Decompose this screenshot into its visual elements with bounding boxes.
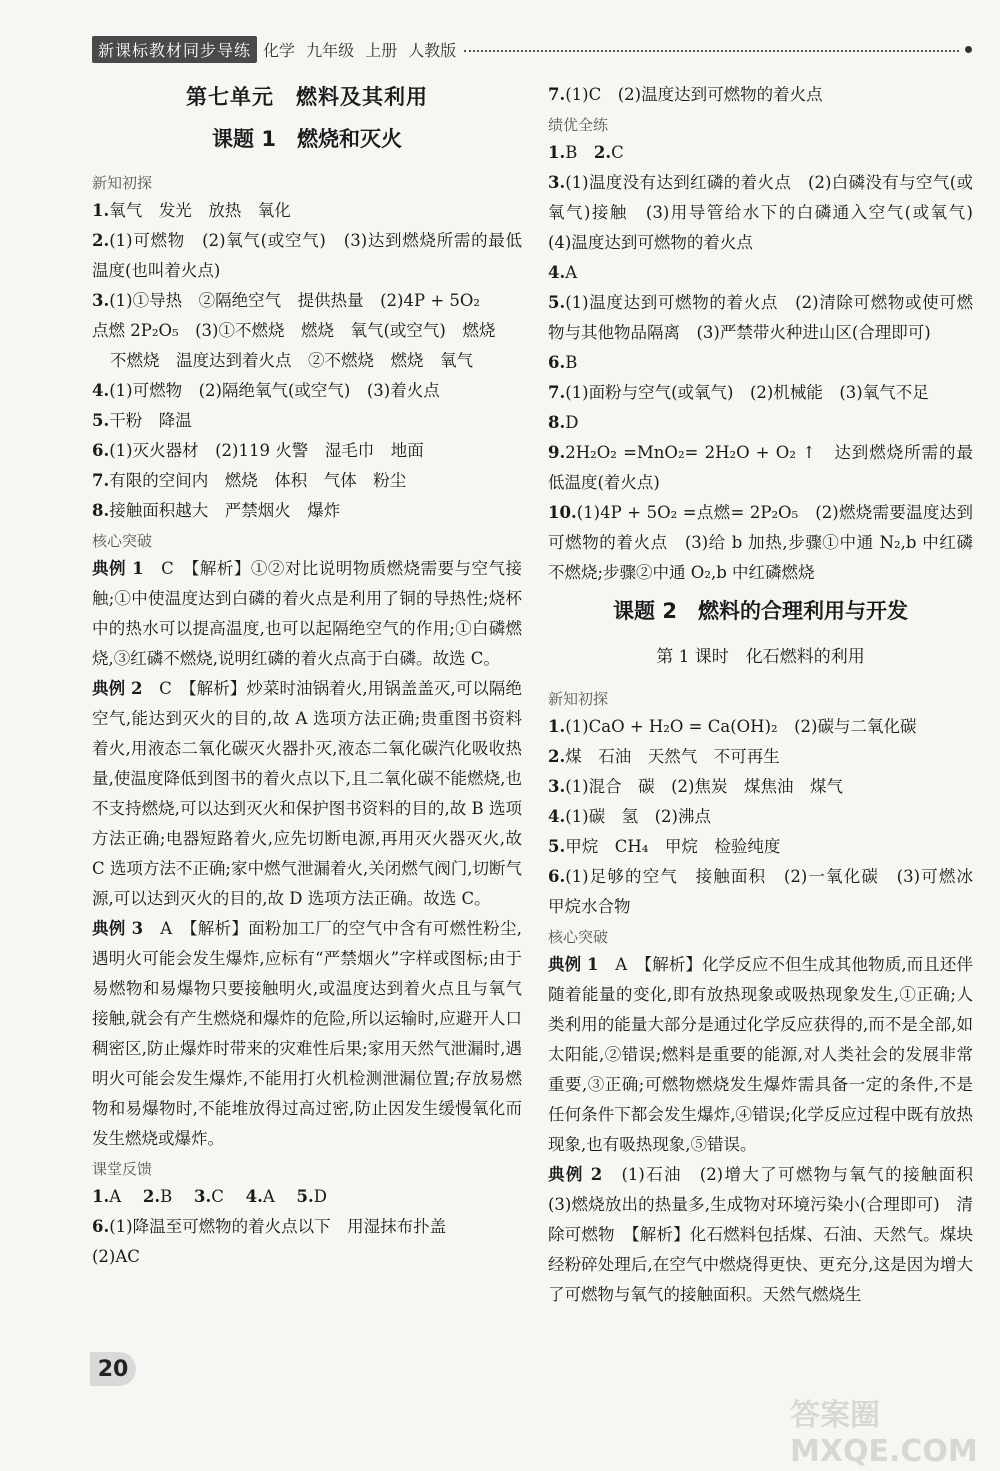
page-header	[92, 36, 972, 62]
answer-line: (2)AC	[92, 1247, 140, 1266]
answer-line: 2.煤 石油 天然气 不可再生	[548, 747, 780, 766]
answer-line: 5.干粉 降温	[92, 411, 192, 430]
period-title: 第 1 课时 化石燃料的利用	[656, 647, 865, 667]
answer-line: 5.(1)温度达到可燃物的着火点 (2)清除可燃物或使可燃物与其他物品隔离 (3)严禁带火种进山区(合理即可)	[548, 293, 973, 342]
watermark: 答案圈 MXQE.COM	[790, 1398, 978, 1469]
answer-line: 6.(1)足够的空气 接触面积 (2)一氧化碳 (3)可燃冰 甲烷水合物	[548, 867, 990, 916]
answer-line: 3.(1)温度没有达到红磷的着火点 (2)白磷没有与空气(或氧气)接触 (3)用导管给水下的白磷通入空气(或氧气) (4)温度达到可燃物的着火点	[548, 173, 990, 252]
section-heading: 新知初探	[92, 174, 153, 192]
section-heading: 课堂反馈	[92, 1160, 153, 1178]
answer-line: 6.(1)降温至可燃物的着火点以下 用湿抹布扑盖	[92, 1217, 447, 1236]
answer-line: 6.B	[548, 353, 578, 372]
section-heading: 核心突破	[548, 928, 609, 946]
answer-line: 6.(1)灭火器材 (2)119 火警 湿毛巾 地面	[92, 441, 424, 460]
answer-line: 4.A	[548, 263, 578, 282]
answer-line: 7.(1)C (2)温度达到可燃物的着火点	[548, 85, 823, 104]
header-dot-icon	[965, 46, 972, 53]
left-column	[92, 80, 522, 1272]
answer-line: 2.(1)可燃物 (2)氧气(或空气) (3)达到燃烧所需的最低温度(也叫着火点)	[92, 231, 522, 280]
answer-line: 3.(1)混合 碳 (2)焦炭 煤焦油 煤气	[548, 777, 843, 796]
answer-line: 5.甲烷 CH₄ 甲烷 检验纯度	[548, 837, 781, 856]
example-paragraph: 典例 1 C 【解析】①②对比说明物质燃烧需要与空气接触;①中使温度达到白磷的着火点是利用了铜的导热性;烧杯中的热水可以提高温度,也可以起隔绝空气的作用;①白磷燃烧,③红磷不燃烧,说明红磷的着火点高于白磷。故选 C。	[92, 559, 522, 668]
answer-line: 3.(1)①导热 ②隔绝空气 提供热量 (2)4P + 5O₂	[92, 291, 481, 310]
example-paragraph: 典例 3 A 【解析】面粉加工厂的空气中含有可燃性粉尘,遇明火可能会发生爆炸,应标有“严禁烟火”字样或图标;由于易燃物和易爆物只要接触明火,或温度达到着火点且与氧气接触,就会有产生燃烧和爆炸的危险,所以运输时,应避开人口稠密区,防止爆炸时带来的灾难性后果;家用天然气泄漏时,遇明火可能会发生爆炸,不能用打火机检测泄漏位置;存放易燃物和易爆物时,不能堆放得过高过密,防止因发生缓慢氧化而发生燃烧或爆炸。	[92, 919, 523, 1148]
example-paragraph: 典例 2 C 【解析】炒菜时油锅着火,用锅盖盖灭,可以隔绝空气,能达到灭火的目的,故 A 选项方法正确;贵重图书资料着火,用液态二氧化碳灭火器扑灭,液态二氧化碳汽化吸收热量,使温度降低到图书的着火点以下,且二氧化碳不能燃烧,也不支持燃烧,可以达到灭火和保护图书资料的目的,故 B 选项方法正确;电器短路着火,应先切断电源,再用灭火器灭火,故 C 选项方法不正确;家中燃气泄漏着火,关闭燃气阀门,切断气源,可以达到灭火的目的,故 D 选项方法正确。故选 C。	[92, 679, 522, 908]
answer-line: 点燃 2P₂O₅ (3)①不燃烧 燃烧 氧气(或空气) 燃烧	[92, 321, 496, 340]
answer-line: 8.D	[548, 413, 579, 432]
answer-line: 7.有限的空间内 燃烧 体积 气体 粉尘	[92, 471, 407, 490]
unit-title: 第七单元 燃料及其利用	[186, 84, 428, 109]
answer-line: 9.2H₂O₂ =MnO₂= 2H₂O + O₂ ↑ 达到燃烧所需的最低温度(着火点)	[548, 443, 973, 492]
answer-line: 1.(1)CaO + H₂O = Ca(OH)₂ (2)碳与二氧化碳	[548, 717, 917, 736]
page-number: 20	[90, 1352, 136, 1386]
section-heading: 绩优全练	[548, 116, 609, 134]
example-paragraph: 典例 2 (1)石油 (2)增大了可燃物与氧气的接触面积 (3)燃烧放出的热量多,生成物对环境污染小(合理即可) 清除可燃物 【解析】化石燃料包括煤、石油、天然气。煤块经粉碎处理后,在空气中燃烧得更快、更充分,这是因为增大了可燃物与氧气的接触面积。天然气燃烧生	[548, 1165, 990, 1304]
lesson-title: 课题 2 燃料的合理利用与开发	[613, 599, 908, 623]
answer-line: 1.A 2.B 3.C 4.A 5.D	[92, 1187, 328, 1206]
header-dotted-rule	[464, 50, 959, 52]
answer-line: 1.氧气 发光 放热 氧化	[92, 201, 291, 220]
lesson-title: 课题 1 燃烧和灭火	[212, 127, 402, 151]
answer-line: 不燃烧 温度达到着火点 ②不燃烧 燃烧 氧气	[110, 351, 473, 370]
answer-line: 8.接触面积越大 严禁烟火 爆炸	[92, 501, 341, 520]
answer-line: 7.(1)面粉与空气(或氧气) (2)机械能 (3)氧气不足	[548, 383, 929, 402]
section-heading: 新知初探	[548, 690, 609, 708]
answer-line: 1.B 2.C	[548, 143, 624, 162]
answer-line: 10.(1)4P + 5O₂ =点燃= 2P₂O₅ (2)燃烧需要温度达到可燃物的着火点 (3)给 b 加热,步骤①中通 N₂,b 中红磷不燃烧;步骤②中通 O₂,b 中红磷燃烧	[548, 503, 973, 582]
subject-label: 化学 九年级 上册 人教版	[263, 40, 457, 60]
section-heading: 核心突破	[92, 532, 153, 550]
answer-line: 4.(1)碳 氢 (2)沸点	[548, 807, 711, 826]
right-column	[548, 80, 990, 1310]
example-paragraph: 典例 1 A 【解析】化学反应不但生成其他物质,而且还伴随着能量的变化,即有放热现象或吸热现象发生,①正确;人类利用的能量大部分是通过化学反应获得的,而不是全部,如太阳能,②错误;燃料是重要的能源,对人类社会的发展非常重要,③正确;可燃物燃烧发生爆炸需具备一定的条件,不是任何条件下都会发生爆炸,④错误;化学反应过程中既有放热现象,也有吸热现象,⑤错误。	[548, 955, 973, 1154]
answer-line: 4.(1)可燃物 (2)隔绝氧气(或空气) (3)着火点	[92, 381, 440, 400]
series-label: 新课标教材同步导练	[92, 36, 257, 63]
